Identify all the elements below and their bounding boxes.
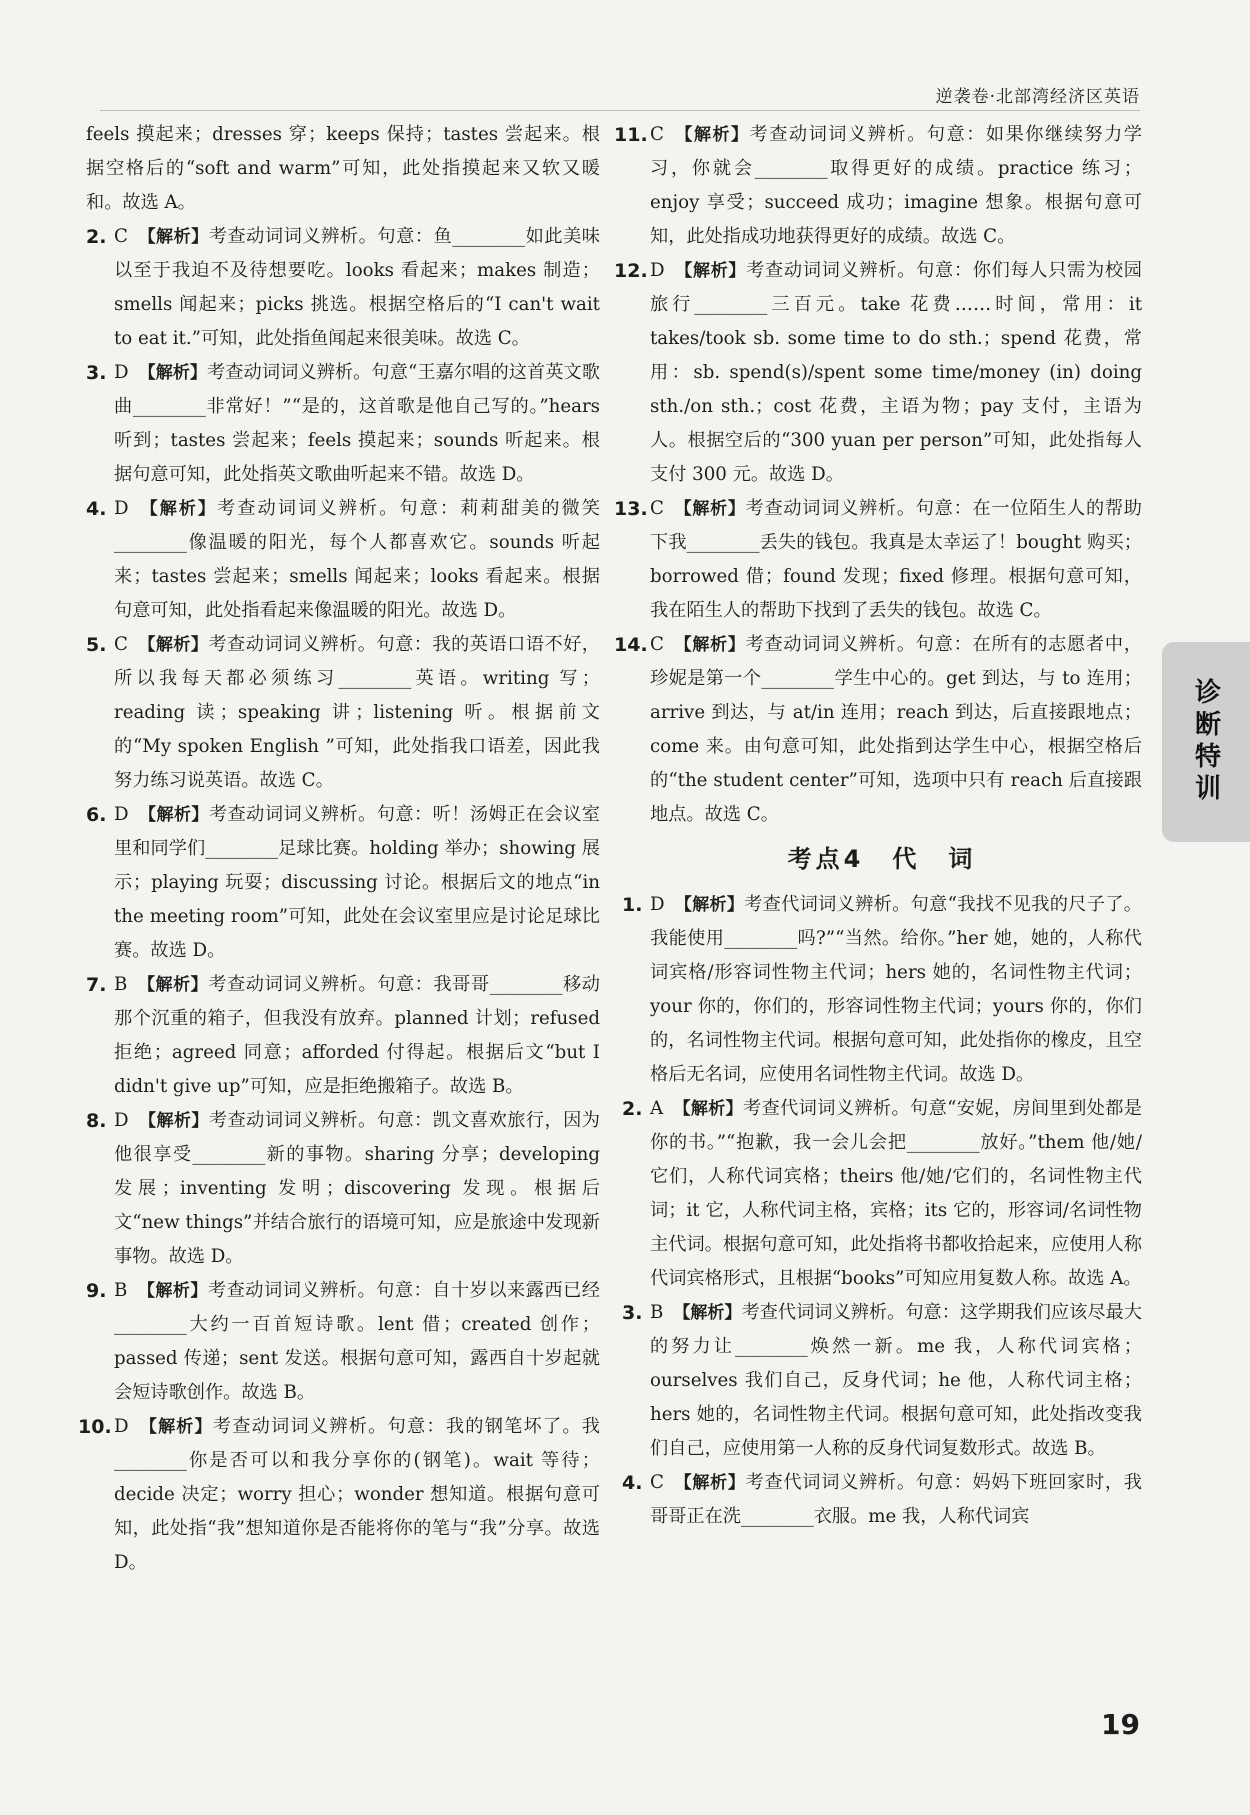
analysis-text: 考查动词词义辨析。句意：我的英语口语不好，所以我每天都必须练习________英语。writing 写；reading 读；speaking 讲；listening 听。根据前文的“My spoken English ”可知，此处指我口语差，因此我努力练习说英语。故选 C。: [114, 634, 600, 791]
answer-item: [614, 254, 1142, 492]
analysis-tag: 【解析】: [673, 1303, 742, 1323]
answer-letter: D: [650, 260, 665, 281]
item-number: 14.: [614, 634, 648, 656]
answer-letter: B: [114, 1280, 128, 1301]
analysis-tag: 【解析】: [138, 1417, 213, 1437]
analysis-tag: 【解析】: [138, 1111, 209, 1131]
item-number: 7.: [86, 974, 107, 996]
analysis-text: 考查动词词义辨析。句意：凯文喜欢旅行，因为他很享受________新的事物。sharing 分享；developing 发展；inventing 发明；discovering 发现。根据后文“new things”并结合旅行的语境可知，应是旅途中发现新事物。故选 D。: [114, 1110, 600, 1267]
item-number: 3.: [622, 1302, 643, 1324]
analysis-tag: 【解析】: [673, 1099, 743, 1119]
answer-item: [622, 1296, 1142, 1466]
analysis-text: 考查代词词义辨析。句意“我找不见我的尺子了。我能使用________吗?”“当然。给你。”her 她，她的，人称代词宾格/形容词性物主代词；hers 她的，名词性物主代词；your 你的，你们的，形容词性物主代词；yours 你的，你们的，名词性物主代词。根据句意可知，此处指你的橡皮，且空格后无名词，应使用名词性物主代词。故选 D。: [650, 894, 1142, 1085]
analysis-text: 考查代词词义辨析。句意：这学期我们应该尽最大的努力让________焕然一新。me 我，人称代词宾格；ourselves 我们自己，反身代词；he 他，人称代词主格；hers 她的，名词性物主代词。根据句意可知，此处指改变我们自己，应使用第一人称的反身代词复数形式。故选 B。: [650, 1302, 1142, 1459]
answer-letter: C: [650, 1472, 664, 1493]
answer-item: [86, 798, 600, 968]
answer-letter: A: [650, 1098, 664, 1119]
side-tab-label: 诊断特训: [1190, 678, 1221, 806]
analysis-tag: 【解析】: [137, 1281, 208, 1301]
item-number: 13.: [614, 498, 648, 520]
answer-item: [78, 1410, 600, 1580]
item-number: 2.: [622, 1098, 643, 1120]
analysis-tag: 【解析】: [137, 635, 209, 655]
analysis-tag: 【解析】: [138, 805, 209, 825]
item-number: 5.: [86, 634, 107, 656]
analysis-text: 考查动词词义辨析。句意“王嘉尔唱的这首英文歌曲________非常好！”“是的，这首歌是他自己写的。”hears 听到；tastes 尝起来；feels 摸起来；sounds 听起来。根据句意可知，此处指英文歌曲听起来不错。故选 D。: [114, 362, 600, 485]
analysis-tag: 【解析】: [137, 975, 209, 995]
analysis-tag: 【解析】: [674, 895, 745, 915]
item-number: 11.: [614, 124, 648, 146]
analysis-tag: 【解析】: [673, 125, 750, 145]
answer-item: [614, 628, 1142, 832]
answer-item: [614, 492, 1142, 628]
answer-item: [86, 628, 600, 798]
answer-letter: C: [650, 498, 664, 519]
page-number: 19: [1101, 1708, 1140, 1741]
answer-item: [86, 492, 600, 628]
answer-letter: D: [114, 498, 129, 519]
answer-letter: D: [114, 1110, 129, 1131]
continued-paragraph: feels 摸起来；dresses 穿；keeps 保持；tastes 尝起来。根据空格后的“soft and warm”可知，此处指摸起来又软又暖和。故选 A。: [86, 124, 600, 213]
analysis-text: 考查动词词义辨析。句意：你们每人只需为校园旅行________三百元。take 花费……时间，常用：it takes/took sb. some time to do sth.；spend 花费，常用：sb. spend(s)/spent some time/money (in) doing sth./on sth.；cost 花费，主语为物；pay 支付，主语为人。根据空后的“300 yuan per person”可知，此处指每人支付 300 元。故选 D。: [650, 260, 1142, 485]
analysis-text: 考查动词词义辨析。句意：莉莉甜美的微笑________像温暖的阳光，每个人都喜欢它。sounds 听起来；tastes 尝起来；smells 闻起来；looks 看起来。根据句意可知，此处指看起来像温暖的阳光。故选 D。: [114, 498, 600, 621]
analysis-text: 考查动词词义辨析。句意：在所有的志愿者中，珍妮是第一个________学生中心的。get 到达，与 to 连用；arrive 到达，与 at/in 连用；reach 到达，后直接跟地点；come 来。由句意可知，此处指到达学生中心，根据空格后的“the student center”可知，选项中只有 reach 后直接跟地点。故选 C。: [650, 634, 1142, 825]
answer-letter: C: [650, 634, 664, 655]
item-number: 10.: [78, 1416, 112, 1438]
item-number: 2.: [86, 226, 107, 248]
answer-item: [614, 118, 1142, 254]
section-title: 考点4 代 词: [787, 845, 977, 873]
analysis-text: 考查动词词义辨析。句意：我的钢笔坏了。我________你是否可以和我分享你的(钢笔)。wait 等待；decide 决定；worry 担心；wonder 想知道。根据句意可知，此处指“我”想知道你是否能将你的笔与“我”分享。故选 D。: [114, 1416, 600, 1573]
answer-item: [622, 1466, 1142, 1534]
right-answer-list-pronouns: [622, 888, 1142, 1534]
analysis-tag: 【解析】: [138, 363, 208, 383]
right-column: [614, 118, 1142, 1534]
answer-item: [86, 968, 600, 1104]
analysis-text: 考查代词词义辨析。句意：妈妈下班回家时，我哥哥正在洗________衣服。me 我，人称代词宾: [650, 1472, 1142, 1527]
left-column: [78, 118, 600, 1580]
analysis-tag: 【解析】: [673, 1473, 746, 1493]
answer-letter: D: [114, 362, 129, 383]
item-number: 6.: [86, 804, 107, 826]
analysis-text: 考查代词词义辨析。句意“安妮，房间里到处都是你的书。”“抱歉，我一会儿会把________放好。”them 他/她/它们，人称代词宾格；theirs 他/她/它们的，名词性物主代词；it 它，人称代词主格，宾格；its 它的，形容词/名词性物主代词。根据句意可知，此处指将书都收拾起来，应使用人称代词宾格形式，且根据“books”可知应用复数人称。故选 A。: [650, 1098, 1142, 1289]
analysis-text: 考查动词词义辨析。句意：在一位陌生人的帮助下我________丢失的钱包。我真是太幸运了！bought 购买；borrowed 借；found 发现；fixed 修理。根据句意可知，我在陌生人的帮助下找到了丢失的钱包。故选 C。: [650, 498, 1142, 621]
answer-letter: D: [650, 894, 665, 915]
answer-letter: C: [114, 634, 128, 655]
running-header: 逆袭卷·北部湾经济区英语: [935, 87, 1140, 107]
analysis-text: 考查动词词义辨析。句意：鱼________如此美味以至于我迫不及待想要吃。looks 看起来；makes 制造；smells 闻起来；picks 挑选。根据空格后的“I can't wait to eat it.”可知，此处指鱼闻起来很美味。故选 C。: [114, 226, 600, 349]
item-number: 1.: [622, 894, 643, 916]
side-tab: [1162, 642, 1250, 842]
right-answer-list-verbs: [614, 118, 1142, 832]
analysis-text: 考查动词词义辨析。句意：我哥哥________移动那个沉重的箱子，但我没有放弃。planned 计划；refused 拒绝；agreed 同意；afforded 付得起。根据后文“but I didn't give up”可知，应是拒绝搬箱子。故选 B。: [114, 974, 600, 1097]
answer-letter: D: [114, 1416, 129, 1437]
item-number: 4.: [86, 498, 107, 520]
answer-letter: B: [650, 1302, 664, 1323]
analysis-tag: 【解析】: [673, 635, 746, 655]
header-divider: [100, 110, 1140, 111]
answer-item: [622, 1092, 1142, 1296]
answer-letter: D: [114, 804, 129, 825]
left-answer-list: [78, 220, 600, 1580]
analysis-tag: 【解析】: [137, 227, 209, 247]
answer-letter: C: [114, 226, 128, 247]
answer-letter: C: [650, 124, 664, 145]
answer-item: [86, 220, 600, 356]
answer-item: [86, 356, 600, 492]
analysis-tag: 【解析】: [673, 499, 746, 519]
answer-item: [86, 1274, 600, 1410]
item-number: 3.: [86, 362, 107, 384]
item-number: 9.: [86, 1280, 107, 1302]
answer-item: [622, 888, 1142, 1092]
analysis-tag: 【解析】: [674, 261, 747, 281]
item-number: 12.: [614, 260, 648, 282]
analysis-text: 考查动词词义辨析。句意：听！汤姆正在会议室里和同学们________足球比赛。holding 举办；showing 展示；playing 玩耍；discussing 讨论。根据后文的地点“in the meeting room”可知，此处在会议室里应是讨论足球比赛。故选 D。: [114, 804, 600, 961]
answer-letter: B: [114, 974, 128, 995]
analysis-tag: 【解析】: [138, 499, 217, 519]
analysis-text: 考查动词词义辨析。句意：如果你继续努力学习，你就会________取得更好的成绩。practice 练习；enjoy 享受；succeed 成功；imagine 想象。根据句意可知，此处指成功地获得更好的成绩。故选 C。: [650, 124, 1142, 247]
analysis-text: 考查动词词义辨析。句意：自十岁以来露西已经________大约一百首短诗歌。lent 借；created 创作；passed 传递；sent 发送。根据句意可知，露西自十岁起就会短诗歌创作。故选 B。: [114, 1280, 600, 1403]
item-number: 4.: [622, 1472, 643, 1494]
item-number: 8.: [86, 1110, 107, 1132]
answer-item: [86, 1104, 600, 1274]
